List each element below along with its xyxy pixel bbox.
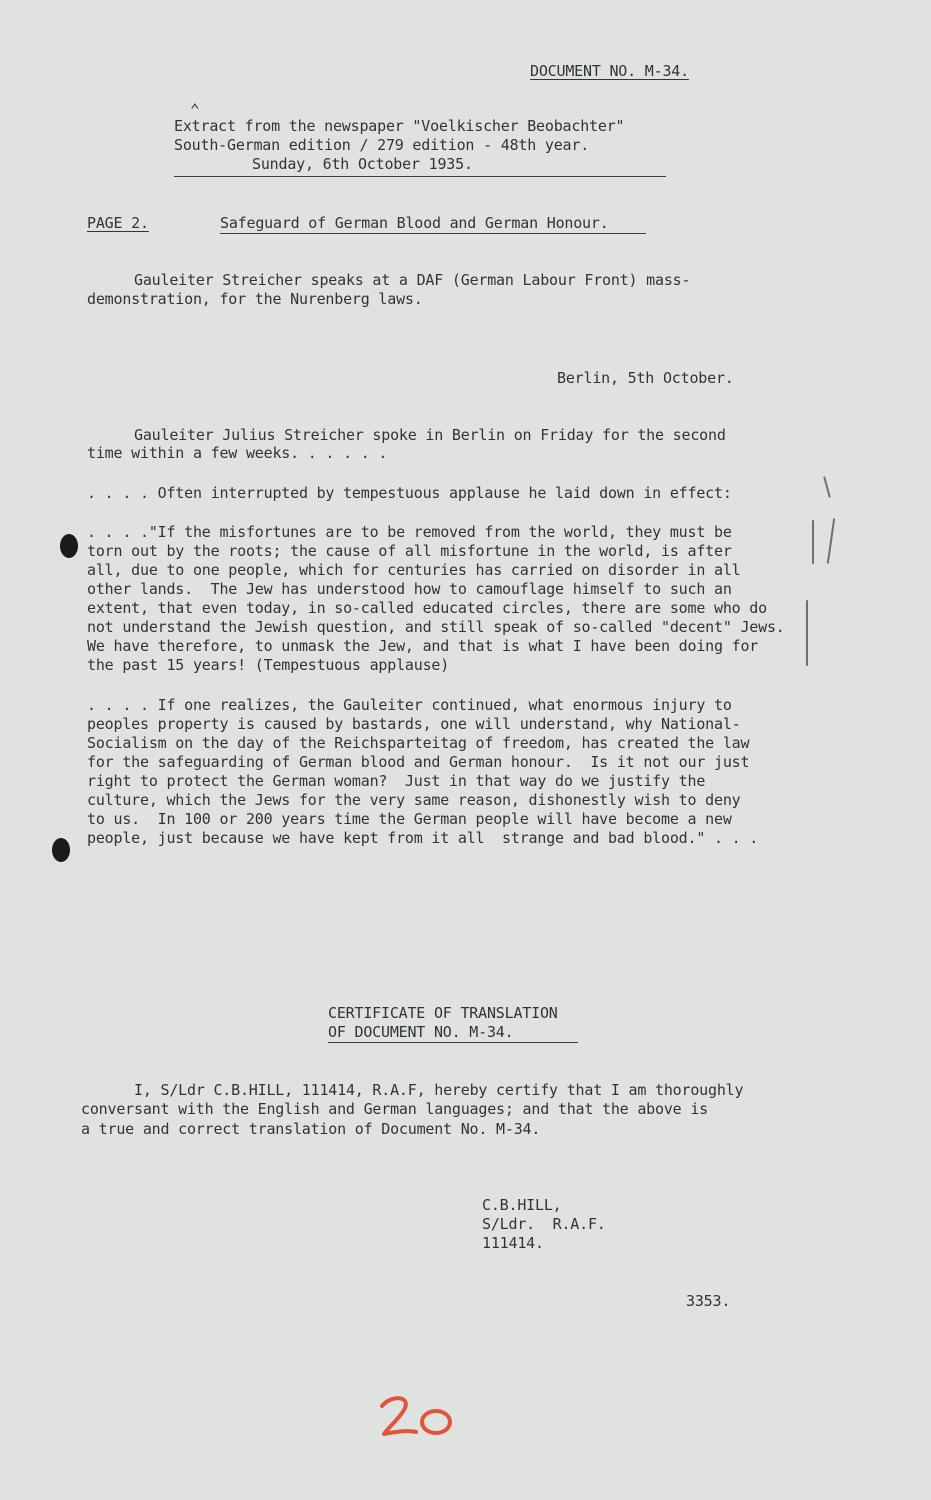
- certificate-title-1: CERTIFICATE OF TRANSLATION: [328, 1004, 558, 1022]
- para4-line-4: for the safeguarding of German blood and German honour. Is it not our just: [87, 753, 750, 771]
- certificate-body-line-1: I, S/Ldr C.B.HILL, 111414, R.A.F, hereby certify that I am thoroughly: [134, 1081, 744, 1099]
- para4-line-2: peoples property is caused by bastards, one will understand, why National-: [87, 715, 741, 733]
- para4-line-1: . . . . If one realizes, the Gauleiter continued, what enormous injury to: [87, 696, 732, 714]
- intro-line-2: demonstration, for the Nurenberg laws.: [87, 290, 423, 308]
- intro-line-1: Gauleiter Streicher speaks at a DAF (German Labour Front) mass-: [134, 271, 691, 289]
- document-number: DOCUMENT NO. M-34.: [530, 62, 689, 80]
- dateline: Berlin, 5th October.: [557, 369, 734, 387]
- pencil-mark: [812, 520, 814, 564]
- para1-line-1: Gauleiter Julius Streicher spoke in Berlin on Friday for the second: [134, 426, 726, 444]
- handwritten-number-20: [378, 1392, 458, 1442]
- pencil-mark: [827, 518, 835, 564]
- signature-rank: S/Ldr. R.A.F.: [482, 1215, 606, 1233]
- para4-line-8: people, just because we have kept from it all strange and bad blood." . . .: [87, 829, 759, 847]
- para2-line: . . . . Often interrupted by tempestuous applause he laid down in effect:: [87, 484, 732, 502]
- page-label: PAGE 2.: [87, 214, 149, 232]
- punch-hole-top: [60, 534, 78, 558]
- para3-line-7: We have therefore, to unmask the Jew, and that is what I have been doing for: [87, 637, 759, 655]
- para3-line-6: not understand the Jewish question, and still speak of so-called "decent" Jews.: [87, 618, 785, 636]
- pencil-mark: [823, 476, 831, 498]
- punch-hole-bottom: [52, 838, 70, 862]
- header-rule: [174, 176, 666, 177]
- para1-line-2: time within a few weeks. . . . . .: [87, 444, 388, 462]
- para3-line-4: other lands. The Jew has understood how to camouflage himself to such an: [87, 580, 732, 598]
- header-line-1: Extract from the newspaper "Voelkischer Beobachter": [174, 117, 625, 135]
- tick-mark: ⌃: [190, 100, 200, 119]
- para4-line-5: right to protect the German woman? Just in that way do we justify the: [87, 772, 706, 790]
- headline-rule: [220, 233, 646, 234]
- certificate-body-line-3: a true and correct translation of Document No. M-34.: [81, 1120, 541, 1138]
- para3-line-2: torn out by the roots; the cause of all misfortune in the world, is after: [87, 542, 732, 560]
- para3-line-3: all, due to one people, which for centuries has carried on disorder in all: [87, 561, 741, 579]
- certificate-title-2: OF DOCUMENT NO. M-34.: [328, 1023, 514, 1041]
- header-line-2: South-German edition / 279 edition - 48th year.: [174, 136, 590, 154]
- para3-line-5: extent, that even today, in so-called educated circles, there are some who do: [87, 599, 767, 617]
- para4-line-6: culture, which the Jews for the very same reason, dishonestly wish to deny: [87, 791, 741, 809]
- file-number: 3353.: [686, 1292, 731, 1310]
- pencil-mark: [806, 600, 808, 666]
- certificate-body-line-2: conversant with the English and German languages; and that the above is: [81, 1100, 708, 1118]
- header-line-3: Sunday, 6th October 1935.: [252, 155, 473, 173]
- para3-line-8: the past 15 years! (Tempestuous applause): [87, 656, 450, 674]
- para4-line-3: Socialism on the day of the Reichsparteitag of freedom, has created the law: [87, 734, 750, 752]
- certificate-rule: [328, 1042, 578, 1043]
- headline: Safeguard of German Blood and German Honour.: [220, 214, 609, 232]
- para4-line-7: to us. In 100 or 200 years time the German people will have become a new: [87, 810, 732, 828]
- signature-name: C.B.HILL,: [482, 1196, 562, 1214]
- para3-line-1: . . . ."If the misfortunes are to be removed from the world, they must be: [87, 523, 732, 541]
- signature-number: 111414.: [482, 1234, 544, 1252]
